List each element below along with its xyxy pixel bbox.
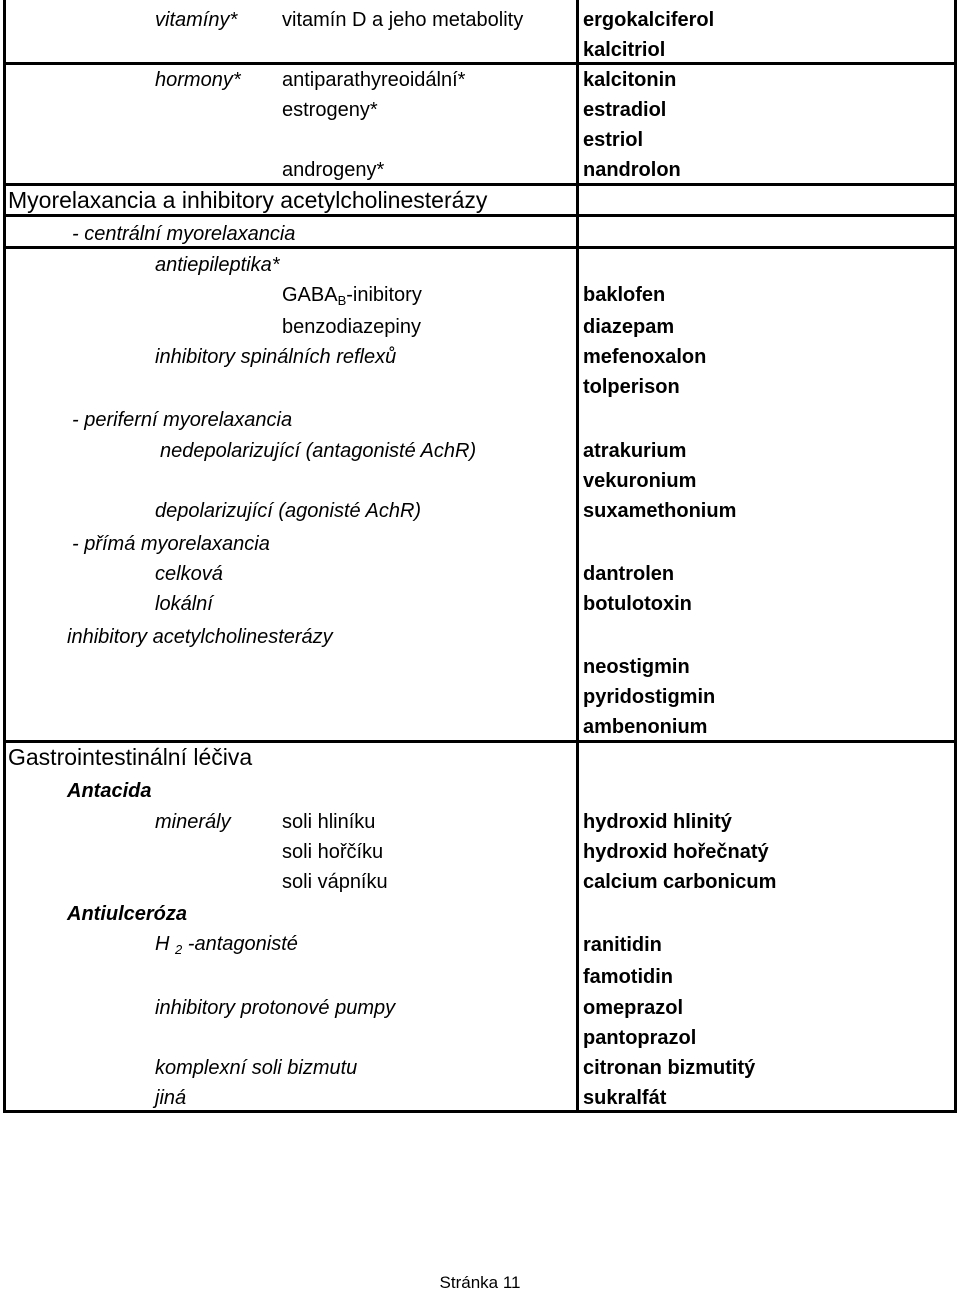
row-divider <box>3 246 957 249</box>
h2-subscript: 2 <box>175 942 183 957</box>
drug-name: botulotoxin <box>583 593 692 615</box>
drug-name: diazepam <box>583 316 675 338</box>
drug-name: ranitidin <box>583 934 662 956</box>
subcategory-label <box>282 283 422 307</box>
gaba-prefix: GABA <box>282 284 338 306</box>
drug-name: kalcitonin <box>583 69 677 91</box>
category-label: komplexní soli bizmutu <box>155 1057 358 1079</box>
subsection-label: Antacida <box>67 780 152 802</box>
category-label: hormony* <box>155 69 241 91</box>
drug-name: citronan bizmutitý <box>583 1057 756 1079</box>
subsection-label: - periferní myorelaxancia <box>72 409 293 431</box>
category-label: vitamíny* <box>155 9 238 31</box>
gaba-suffix: -inibitory <box>346 284 422 306</box>
subcategory-label: androgeny* <box>282 159 385 181</box>
subsection-label: - centrální myorelaxancia <box>72 223 296 245</box>
category-label: inhibitory spinálních reflexů <box>155 346 397 368</box>
drug-name: suxamethonium <box>583 500 737 522</box>
h2-prefix: H <box>155 933 175 955</box>
drug-name: vekuronium <box>583 470 697 492</box>
gaba-subscript: B <box>337 293 347 308</box>
section-heading: Myorelaxancia a inhibitory acetylcholinesterázy <box>8 187 488 213</box>
category-label: lokální <box>155 593 213 615</box>
table-left-border <box>3 0 6 1112</box>
row-divider <box>3 183 957 186</box>
table-right-border <box>954 0 957 1112</box>
subcategory-label: soli hořčíku <box>282 841 384 863</box>
row-divider <box>3 62 957 65</box>
drug-name: neostigmin <box>583 656 690 678</box>
category-label: nedepolarizující (antagonisté AchR) <box>160 440 477 462</box>
subsection-label: Antiulceróza <box>67 903 188 925</box>
drug-name: atrakurium <box>583 440 687 462</box>
drug-name: estradiol <box>583 99 667 121</box>
subcategory-label: estrogeny* <box>282 99 378 121</box>
row-divider <box>3 214 957 217</box>
drug-name: kalcitriol <box>583 39 666 61</box>
drug-name: pantoprazol <box>583 1027 697 1049</box>
drug-name: nandrolon <box>583 159 681 181</box>
category-label: inhibitory protonové pumpy <box>155 997 396 1019</box>
section-heading: Gastrointestinální léčiva <box>8 744 253 770</box>
drug-name: hydroxid hořečnatý <box>583 841 769 863</box>
drug-name: ambenonium <box>583 716 708 738</box>
drug-name: ergokalciferol <box>583 9 715 31</box>
drug-name: estriol <box>583 129 644 151</box>
subcategory-label: antiparathyreoidální* <box>282 69 466 91</box>
subsection-label: - přímá myorelaxancia <box>72 533 270 555</box>
h2-suffix: -antagonisté <box>182 933 298 955</box>
subcategory-label: vitamín D a jeho metabolity <box>282 9 524 31</box>
subcategory-label: soli hliníku <box>282 811 376 833</box>
row-divider <box>3 740 957 743</box>
drug-name: calcium carbonicum <box>583 871 777 893</box>
drug-name: omeprazol <box>583 997 684 1019</box>
drug-name: hydroxid hlinitý <box>583 811 732 833</box>
subsection-label: inhibitory acetylcholinesterázy <box>67 626 333 648</box>
subcategory-label: benzodiazepiny <box>282 316 421 338</box>
category-label: celková <box>155 563 223 585</box>
category-label <box>155 932 298 956</box>
category-label: depolarizující (agonisté AchR) <box>155 500 422 522</box>
table-bottom-border <box>3 1110 957 1113</box>
page-number: Stránka 11 <box>439 1273 521 1292</box>
drug-name: baklofen <box>583 284 666 306</box>
category-label: jiná <box>155 1087 187 1109</box>
drug-name: tolperison <box>583 376 680 398</box>
subcategory-label: soli vápníku <box>282 871 388 893</box>
drug-name: famotidin <box>583 966 673 988</box>
drug-name: mefenoxalon <box>583 346 707 368</box>
column-divider <box>576 0 579 1112</box>
drug-name: pyridostigmin <box>583 686 716 708</box>
category-label: minerály <box>155 811 231 833</box>
category-label: antiepileptika* <box>155 254 280 276</box>
drug-name: sukralfát <box>583 1087 667 1109</box>
drug-name: dantrolen <box>583 563 675 585</box>
